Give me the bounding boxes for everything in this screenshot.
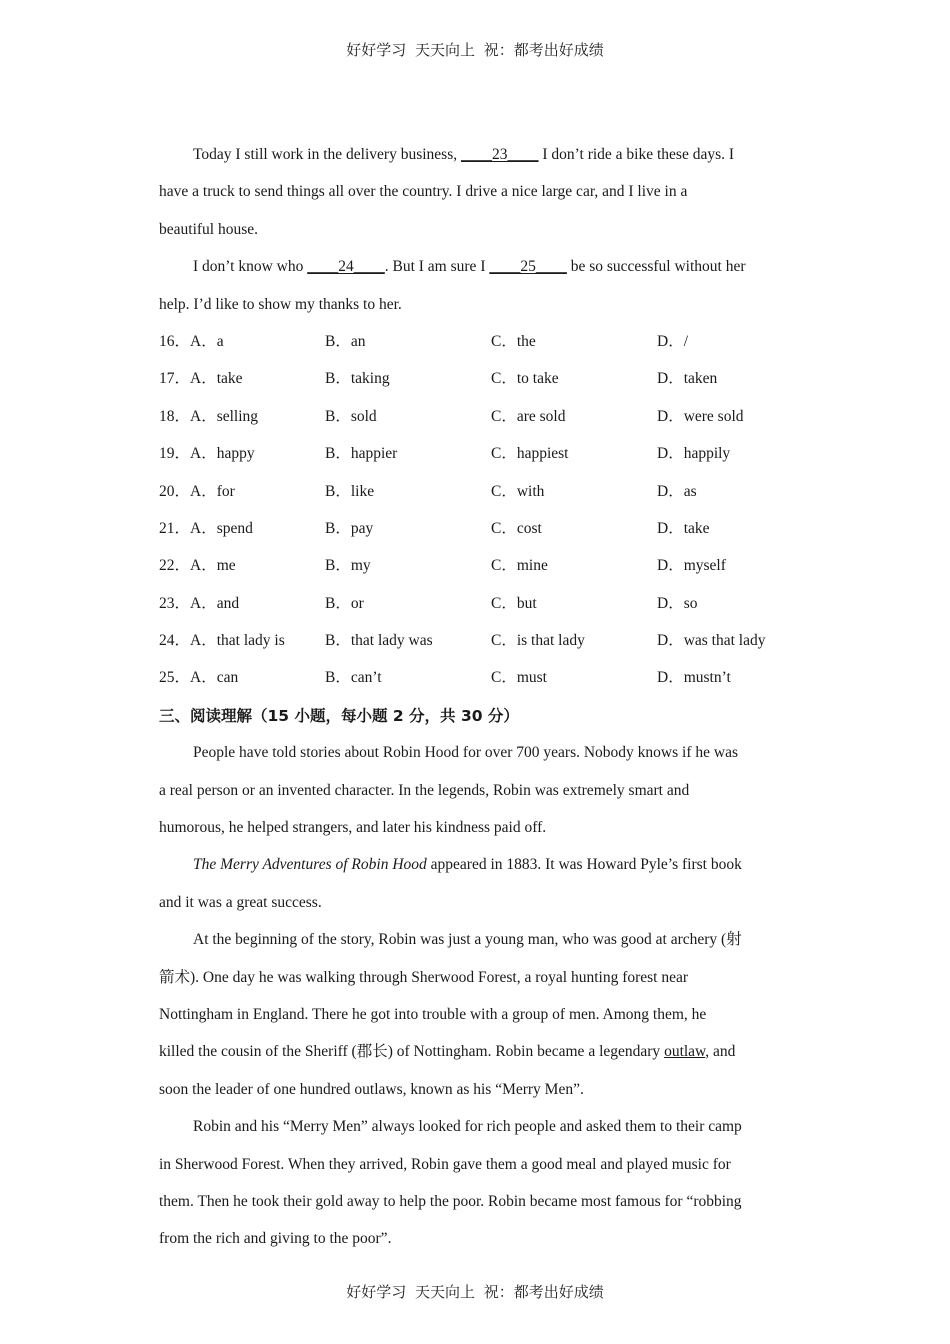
passage-line: in Sherwood Forest. When they arrived, Robin gave them a good meal and played music for: [159, 1155, 731, 1173]
option-c: [491, 402, 657, 439]
option-text: B．can’t: [325, 669, 382, 687]
option-text: C．but: [491, 594, 537, 612]
question-row: [159, 327, 793, 364]
option-text: D．happily: [657, 445, 731, 463]
option-b: [325, 477, 491, 514]
option-text: D．taken: [657, 370, 718, 388]
passage-line: soon the leader of one hundred outlaws, known as his “Merry Men”.: [159, 1080, 584, 1098]
question-row: [159, 402, 793, 439]
passage-line: 箭术). One day he was walking through Sherwood Forest, a royal hunting forest near: [159, 968, 689, 986]
option-text: B．like: [325, 482, 375, 500]
option-a: [159, 514, 325, 551]
passage-line: beautiful house.: [159, 220, 259, 238]
option-text: A．for: [190, 482, 235, 500]
blank-24: ____24____: [307, 258, 385, 276]
option-a: [159, 402, 325, 439]
option-text: B．happier: [325, 445, 398, 463]
question-number: 25．: [159, 669, 191, 687]
option-b: [325, 663, 491, 700]
question-row: [159, 626, 793, 663]
passage-line: Nottingham in England. There he got into trouble with a group of men. Among them, he: [159, 1005, 707, 1023]
blank-23: ____23____: [460, 146, 539, 163]
question-number: 24．: [159, 632, 191, 650]
blank-25: ____25____: [489, 258, 567, 276]
question-row: [159, 551, 793, 588]
option-d: [657, 589, 793, 626]
passage-line: [159, 252, 793, 289]
option-a: [159, 439, 325, 476]
option-d: [657, 327, 793, 364]
question-list: [159, 327, 793, 701]
question-number: 23．: [159, 594, 191, 612]
option-text: D．so: [657, 594, 698, 612]
text: Today I still work in the delivery business,: [193, 146, 461, 163]
option-text: D．were sold: [657, 407, 744, 425]
option-a: [159, 663, 325, 700]
question-number: 16．: [159, 332, 191, 350]
passage-line: [159, 1037, 793, 1074]
option-c: [491, 364, 657, 401]
option-a: [159, 626, 325, 663]
option-text: B．sold: [325, 407, 377, 425]
option-d: [657, 402, 793, 439]
option-text: C．happiest: [491, 445, 569, 463]
passage-line: a real person or an invented character. In the legends, Robin was extremely smart and: [159, 781, 690, 799]
option-text: C．must: [491, 669, 547, 687]
option-a: [159, 589, 325, 626]
option-d: [657, 364, 793, 401]
option-text: B．taking: [325, 370, 390, 388]
option-b: [325, 589, 491, 626]
option-c: [491, 439, 657, 476]
page-header: 好好学习 天天向上 祝：都考出好成绩: [346, 41, 604, 59]
passage-line: People have told stories about Robin Hood for over 700 years. Nobody knows if he was: [193, 744, 738, 762]
option-text: D．take: [657, 519, 710, 537]
option-text: C．to take: [491, 370, 559, 388]
question-row: [159, 663, 793, 700]
option-b: [325, 514, 491, 551]
option-text: D．as: [657, 482, 697, 500]
passage-line: from the rich and giving to the poor”.: [159, 1230, 392, 1248]
option-text: B．an: [325, 332, 366, 350]
option-c: [491, 477, 657, 514]
question-row: [159, 364, 793, 401]
option-text: B．that lady was: [325, 632, 433, 650]
option-d: [657, 439, 793, 476]
option-text: A．selling: [190, 407, 259, 425]
option-text: A．happy: [190, 445, 255, 463]
option-text: C．mine: [491, 557, 548, 575]
question-number: 22．: [159, 557, 191, 575]
question-row: [159, 477, 793, 514]
option-text: A．spend: [190, 519, 253, 537]
option-a: [159, 364, 325, 401]
option-text: A．take: [190, 370, 243, 388]
underlined-word: outlaw: [664, 1043, 706, 1061]
option-b: [325, 626, 491, 663]
passage-line: [159, 850, 793, 887]
text: killed the cousin of the Sheriff (郡长) of Nottingham. Robin became a legendary: [159, 1043, 665, 1061]
option-text: C．with: [491, 482, 545, 500]
question-row: [159, 514, 793, 551]
passage-line: Robin and his “Merry Men” always looked for rich people and asked them to their camp: [193, 1118, 742, 1136]
text: I don’t know who: [193, 258, 308, 276]
question-row: [159, 439, 793, 476]
passage-line: At the beginning of the story, Robin was just a young man, who was good at archery (射: [193, 931, 742, 949]
passage-line: help. I’d like to show my thanks to her.: [159, 295, 402, 313]
option-text: A．me: [190, 557, 236, 575]
option-c: [491, 551, 657, 588]
option-text: D．was that lady: [657, 632, 766, 650]
option-b: [325, 327, 491, 364]
option-c: [491, 589, 657, 626]
option-text: C．the: [491, 332, 536, 350]
option-text: C．cost: [491, 519, 542, 537]
text: . But I am sure I: [384, 258, 490, 276]
option-c: [491, 626, 657, 663]
option-text: A．and: [190, 594, 240, 612]
text: be so successful without her: [566, 258, 746, 276]
option-a: [159, 477, 325, 514]
option-d: [657, 514, 793, 551]
option-text: A．a: [190, 332, 224, 350]
option-c: [491, 663, 657, 700]
option-text: B．my: [325, 557, 371, 575]
option-text: A．can: [190, 669, 239, 687]
option-text: B．pay: [325, 519, 374, 537]
option-text: D．/: [657, 332, 689, 350]
option-text: D．myself: [657, 557, 726, 575]
option-text: A．that lady is: [190, 632, 285, 650]
option-a: [159, 327, 325, 364]
question-number: 18．: [159, 407, 191, 425]
passage-line: humorous, he helped strangers, and later his kindness paid off.: [159, 819, 547, 837]
option-c: [491, 327, 657, 364]
option-d: [657, 663, 793, 700]
option-text: C．are sold: [491, 407, 566, 425]
question-number: 17．: [159, 370, 191, 388]
option-d: [657, 626, 793, 663]
question-number: 20．: [159, 482, 191, 500]
passage-line: and it was a great success.: [159, 893, 322, 911]
page-footer: 好好学习 天天向上 祝：都考出好成绩: [346, 1283, 604, 1301]
passage-line: have a truck to send things all over the country. I drive a nice large car, and I live in a: [159, 183, 688, 201]
option-b: [325, 439, 491, 476]
option-a: [159, 551, 325, 588]
passage-line: [159, 140, 793, 177]
option-b: [325, 551, 491, 588]
document-body: [159, 140, 793, 1262]
option-text: C．is that lady: [491, 632, 585, 650]
option-b: [325, 402, 491, 439]
passage-line: them. Then he took their gold away to help the poor. Robin became most famous for “robbing: [159, 1192, 742, 1210]
option-b: [325, 364, 491, 401]
option-d: [657, 477, 793, 514]
text: , and: [705, 1043, 736, 1061]
text: appeared in 1883. It was Howard Pyle’s first book: [426, 856, 742, 874]
question-number: 19．: [159, 445, 191, 463]
option-text: D．mustn’t: [657, 669, 731, 687]
book-title: The Merry Adventures of Robin Hood: [193, 856, 427, 874]
question-number: 21．: [159, 519, 191, 537]
section-title: 三、阅读理解（15 小题，每小题 2 分，共 30 分）: [159, 706, 519, 725]
question-row: [159, 589, 793, 626]
text: I don’t ride a bike these days. I: [538, 146, 735, 163]
option-text: B．or: [325, 594, 364, 612]
option-c: [491, 514, 657, 551]
option-d: [657, 551, 793, 588]
